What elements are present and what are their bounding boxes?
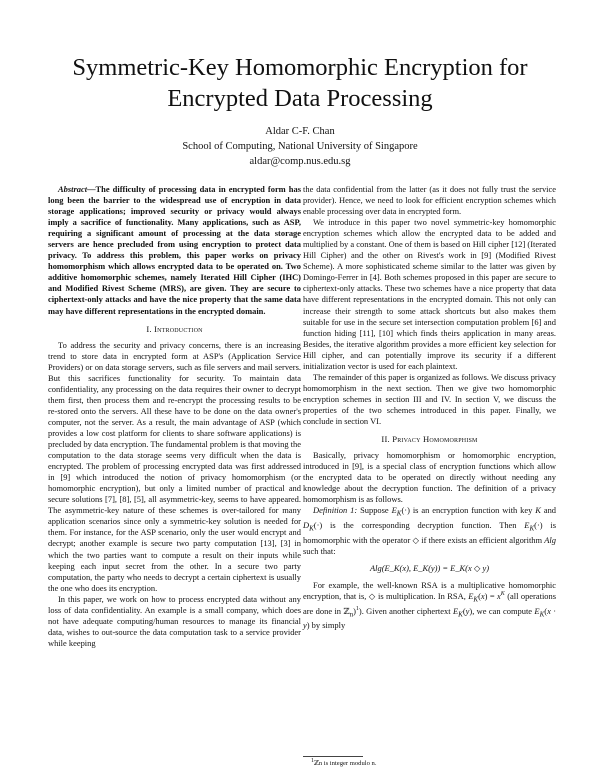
author-email: aldar@comp.nus.edu.sg [249,156,351,167]
intro-paragraph-2: In this paper, we work on how to process encrypted data without any loss of data confidentiality. An example is a small company, which does not have adequate computing/human resources to manage its financial data, wishes to out-source the data computation task to a service provider while keeping [48,593,301,648]
paper-title: Symmetric-Key Homomorphic Encryption for Encrypted Data Processing [72,54,528,112]
abstract [48,184,301,317]
ph-paragraph-1: Basically, privacy homomorphism or homomorphic encryption, introduced in [9], is a special class of encryption functions which allow the encrypted data to be operated on directly without needing any knowledge about the decryption function. The definition of a privacy homomorphism is as follows. [303,450,556,505]
author-affiliation: School of Computing, National University of Singapore [182,141,418,152]
intro-paragraph-1: To address the security and privacy concerns, there is an increasing trend to store data in encrypted form at ASP's (Application Service Providers) or on data storage servers, such as file servers and mail servers. But this sacrifices functionality for security. To maintain data confidentiality, any processing on the data requires their owner to decrypt them first, then process them and re-encrypt the processing results to be re-stored onto the servers. All these have to be done on the data owner's computer, not the server. As a result, the main advantage of ASP (which provides a low cost platform for clients to share software applications) is precluded by data encryption. The fundamental problem is that moving the computation to the data storage seems very difficult when the data is encrypted. The problem of processing encrypted data was first addressed in [9] which introduced the notion of privacy homomorphism (or homomorphic encryption), but only a limited number of practical and secure solutions [7], [8], [5], all asymmetric-key, seems to have appeared. The asymmetric-key nature of these schemes is over-tailored for many application scenarios since only a symmetric-key solution is needed for them. For instance, for the ASP scenario, only the user would encrypt and decrypt; another example is secure two party computation [13], [3] in which the two parties want to compute a result on their inputs while keeping each input secret from the other. In a secure two party computation, the party who needs to decrypt a certain ciphertext is usually the one who does its encryption. [48,339,301,593]
author-block [40,124,560,169]
abstract-label: Abstract [58,184,88,194]
abstract-text: —The difficulty of processing data in encrypted form has long been the barrier to the widespread use of encryption in data storage applications; improved security or privacy would always imply a sacrifice of functionality. Many applications, such as ASP, requiring a significant amount of processing at the data storage servers are hence precluded from using encryption to protect data privacy. To address this problem, this paper works on privacy homomorphism which allows encrypted data to be operated on. Two additive homomorphic schemes, namely Iterated Hill Cipher (IHC) and Modified Rivest Scheme (MRS), are given. They are secure to ciphertext-only attacks and have the nice property that the same data may have different representations in the encrypted domain. [48,184,301,316]
section-heading-privacy-homomorphism: II. Privacy Homomorphism [381,434,478,445]
footnote: $^1$ℤn is integer modulo n. [311,757,377,767]
ph-paragraph-2: For example, the well-known RSA is a multiplicative homomorphic encryption, that is, ◇ is multiplication. In RSA, $E_K(x) = x^K$ (all operations are done in ℤ$_n$)$^1$). Given another ciphertext $E_K(y)$, we can compute $E_K(x \cdot y)$ by simply [303,579,557,631]
equation-homomorphism: Alg(E_K(x), E_K(y)) = E_K(x ◇ y) [369,562,489,573]
definition-label: Definition 1: [313,505,358,516]
left-column [48,184,301,649]
intro-paragraph-2-cont: the data confidential from the latter (as it does not fully trust the service provider). Hence, we need to look for efficient encryption schemes which enable processing over data in encrypted form. [303,184,556,217]
intro-paragraph-3: We introduce in this paper two novel symmetric-key homomorphic encryption schemes which allow the encrypted data to be added and multiplied by a constant. One of them is based on Hill cipher [12] (Iterated Hill Cipher) and the other on Rivest's work in [9] (Modified Rivest Scheme). A more sophisticated scheme similar to the latter was given by Domingo-Ferrer in [4]. Both schemes proposed in this paper are secure to ciphertext-only attacks. These two schemes have a nice property that data have different representations in the encrypted domain. This not only can increase their strength to some attack shortcuts but also makes them suitable for use in the secure set intersection computation problem [6] and function hiding [11], [10] which finds theirs application in many areas. Besides, the iterative algorithm provides a more efficient key selection for Hill cipher, and can potentially improve its security if a different initialization vector is used for each plaintext. [303,217,556,371]
author-name: Aldar C-F. Chan [265,126,335,137]
right-column [303,184,556,631]
definition-1: Definition 1: Suppose $E_K(\cdot)$ is an encryption function with key K and $D_K(\cdot)$ is the corresponding decryption function. Then $E_K(\cdot)$ is homomorphic with the operator ◇ if there exists an efficient algorithm Alg such that: [303,505,557,556]
section-heading-introduction: I. Introduction [146,323,203,334]
intro-paragraph-4: The remainder of this paper is organized as follows. We discuss privacy homomorphism in the next section. Then we give two homomorphic encryption schemes in section III and IV. In section V, we discuss the properties of the two schemes introduced in this paper. Finally, we conclude in section VI. [303,371,556,426]
